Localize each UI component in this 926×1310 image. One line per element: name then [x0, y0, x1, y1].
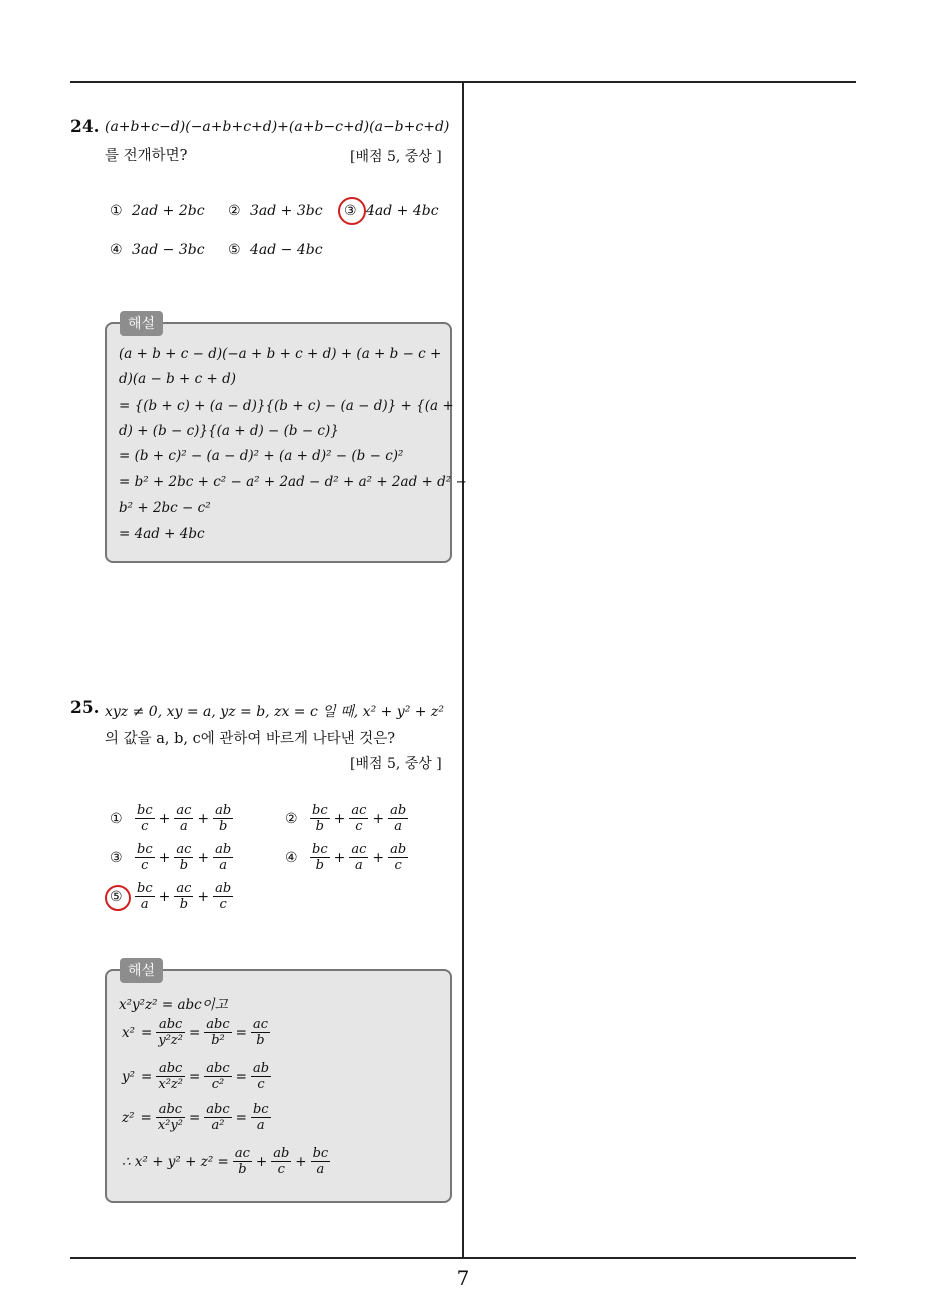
numerator: bc — [312, 842, 328, 857]
denominator: c — [257, 1077, 265, 1092]
numerator: ab — [252, 1061, 270, 1076]
fraction — [156, 1061, 185, 1092]
plus-sign: + — [372, 849, 385, 866]
plus-sign: + — [197, 888, 210, 905]
plus-sign: + — [333, 810, 346, 827]
denominator: c — [141, 858, 149, 873]
option-text: 4ad − 4bc — [250, 242, 323, 258]
fraction — [271, 1146, 291, 1177]
q25-option-2[interactable] — [285, 803, 409, 834]
numerator: abc — [156, 1102, 185, 1118]
numerator: abc — [206, 1102, 230, 1117]
question-24-number: 24. — [70, 117, 100, 137]
q25-option-3[interactable] — [110, 842, 234, 873]
answer-circle-mark — [338, 197, 366, 225]
denominator: b — [179, 858, 189, 873]
denominator: x²y² — [157, 1118, 183, 1133]
fraction — [213, 881, 233, 912]
solution-line: = (b + c)² − (a − d)² + (a + d)² − (b − c)² — [119, 448, 404, 464]
numerator: bc — [312, 1146, 329, 1161]
equals-sign: = — [188, 1024, 201, 1041]
denominator: b — [256, 1033, 265, 1048]
solution-line: = b² + 2bc + c² − a² + 2ad − d² + a² + 2ad + d² − — [119, 474, 467, 490]
numerator: ac — [176, 842, 192, 857]
fraction — [174, 803, 193, 834]
numerator: bc — [312, 803, 328, 818]
equals-sign: = — [235, 1109, 247, 1126]
denominator: b — [218, 819, 228, 834]
option-marker: ⑤ — [110, 888, 123, 905]
denominator: b — [315, 858, 324, 873]
equals-sign: = — [141, 1024, 153, 1041]
denominator: a — [219, 858, 228, 873]
option-marker: ④ — [110, 242, 123, 258]
fraction — [204, 1017, 231, 1048]
option-text: 4ad + 4bc — [366, 203, 439, 219]
plus-sign: + — [158, 810, 171, 827]
conclusion-prefix: ∴ x² + y² + z² = — [122, 1153, 229, 1170]
denominator: b — [179, 897, 189, 912]
numerator: bc — [137, 803, 153, 818]
numerator: ab — [390, 803, 407, 818]
plus-sign: + — [333, 849, 346, 866]
plus-sign: + — [197, 810, 210, 827]
plus-sign: + — [372, 810, 385, 827]
plus-sign: + — [255, 1153, 268, 1170]
q24-option-5[interactable] — [228, 242, 323, 258]
question-24-score: [배점 5, 중상 ] — [350, 149, 442, 165]
q24-option-1[interactable] — [110, 203, 205, 219]
question-24-prompt: 를 전개하면? — [105, 148, 188, 164]
lhs: z² — [122, 1109, 135, 1126]
plus-sign: + — [158, 849, 171, 866]
question-25-prompt: 의 값을 a, b, c에 관하여 바르게 나타낸 것은? — [105, 731, 396, 747]
option-marker: ④ — [285, 849, 298, 866]
equals-sign: = — [188, 1068, 201, 1085]
numerator: abc — [156, 1017, 185, 1033]
solution-row — [119, 1017, 271, 1048]
fraction — [251, 1102, 271, 1133]
fraction — [310, 842, 330, 873]
fraction — [135, 881, 155, 912]
numerator: abc — [206, 1017, 230, 1032]
denominator: a — [140, 897, 149, 912]
numerator: ab — [390, 842, 407, 857]
denominator: a — [256, 1118, 265, 1133]
solution-line: d)(a − b + c + d) — [119, 371, 237, 387]
fraction — [310, 803, 330, 834]
fraction — [311, 1146, 331, 1177]
denominator: c — [141, 819, 149, 834]
fraction — [349, 803, 368, 834]
fraction — [174, 842, 193, 873]
numerator: bc — [252, 1102, 269, 1117]
denominator: a — [354, 858, 363, 873]
denominator: b — [315, 819, 324, 834]
fraction — [135, 803, 155, 834]
option-marker: ③ — [344, 203, 357, 219]
denominator: x²z² — [158, 1077, 183, 1092]
fraction — [388, 803, 408, 834]
numerator: ab — [215, 842, 232, 857]
denominator: c — [355, 819, 363, 834]
solution-line: x²y²z² = abc이고 — [119, 997, 228, 1013]
fraction — [388, 842, 408, 873]
fraction — [174, 881, 193, 912]
numerator: ac — [234, 1146, 250, 1161]
numerator: ac — [176, 881, 192, 896]
solution-row — [119, 1102, 272, 1133]
numerator: bc — [137, 842, 153, 857]
denominator: c — [394, 858, 402, 873]
equals-sign: = — [188, 1109, 201, 1126]
numerator: ac — [252, 1017, 268, 1032]
denominator: y²z² — [158, 1033, 183, 1048]
answer-circle-mark — [105, 885, 131, 911]
option-text: 3ad − 3bc — [132, 242, 205, 258]
solution-row — [119, 1061, 272, 1092]
option-marker: ② — [285, 810, 298, 827]
solution-tag: 해설 — [120, 311, 163, 336]
solution-tag: 해설 — [120, 958, 163, 983]
equals-sign: = — [235, 1068, 247, 1085]
solution-line: d) + (b − c)}{(a + d) − (b − c)} — [119, 423, 339, 439]
question-25-number: 25. — [70, 698, 100, 718]
fraction — [156, 1102, 185, 1133]
denominator: a — [394, 819, 403, 834]
lhs: y² — [122, 1068, 136, 1085]
denominator: a² — [211, 1118, 225, 1133]
fraction — [213, 842, 233, 873]
lhs: x² — [122, 1024, 136, 1041]
option-marker: ③ — [110, 849, 123, 866]
plus-sign: + — [197, 849, 210, 866]
denominator: c — [219, 897, 227, 912]
solution-line: b² + 2bc − c² — [119, 500, 211, 516]
numerator: bc — [137, 881, 153, 896]
option-marker: ① — [110, 810, 123, 827]
fraction — [135, 842, 155, 873]
question-25-score: [배점 5, 중상 ] — [350, 756, 442, 772]
option-text: 3ad + 3bc — [250, 203, 323, 219]
denominator: a — [316, 1162, 325, 1177]
q25-solution-box — [105, 969, 452, 1203]
fraction — [349, 842, 368, 873]
q25-option-4[interactable] — [285, 842, 409, 873]
fraction — [251, 1017, 270, 1048]
column-divider — [462, 82, 464, 1258]
denominator: c — [277, 1162, 285, 1177]
numerator: abc — [206, 1061, 230, 1076]
bottom-rule — [70, 1257, 856, 1259]
equals-sign: = — [235, 1024, 247, 1041]
solution-line: = 4ad + 4bc — [119, 526, 205, 542]
numerator: ac — [351, 803, 367, 818]
option-marker: ① — [110, 203, 123, 219]
page-number: 7 — [456, 1266, 470, 1290]
question-25-condition: xyz ≠ 0, xy = a, yz = b, zx = c 일 때, x² + y² + z² — [105, 704, 444, 720]
denominator: b — [238, 1162, 247, 1177]
fraction — [204, 1061, 231, 1092]
fraction — [204, 1102, 231, 1133]
q24-solution-box — [105, 322, 467, 563]
numerator: ac — [351, 842, 367, 857]
numerator: ac — [176, 803, 192, 818]
fraction — [233, 1146, 252, 1177]
numerator: abc — [156, 1061, 185, 1077]
plus-sign: + — [295, 1153, 307, 1170]
numerator: ab — [215, 803, 232, 818]
equals-sign: = — [141, 1068, 153, 1085]
q24-option-4[interactable] — [110, 242, 205, 258]
option-marker: ⑤ — [228, 242, 241, 258]
equals-sign: = — [140, 1109, 152, 1126]
solution-line: = {(b + c) + (a − d)}{(b + c) − (a − d)} + {(a + — [119, 398, 454, 414]
solution-line: (a + b + c − d)(−a + b + c + d) + (a + b − c + — [119, 346, 442, 362]
option-text: 2ad + 2bc — [132, 203, 205, 219]
fraction — [213, 803, 233, 834]
option-marker: ② — [228, 203, 241, 219]
question-24-expression: (a+b+c−d)(−a+b+c+d)+(a+b−c+d)(a−b+c+d) — [105, 119, 450, 135]
fraction — [251, 1061, 271, 1092]
numerator: ab — [215, 881, 232, 896]
denominator: b² — [211, 1033, 225, 1048]
denominator: c² — [211, 1077, 225, 1092]
solution-conclusion — [119, 1146, 331, 1177]
plus-sign: + — [158, 888, 171, 905]
fraction — [156, 1017, 185, 1048]
q25-option-1[interactable] — [110, 803, 234, 834]
q24-option-2[interactable] — [228, 203, 323, 219]
numerator: ab — [273, 1146, 290, 1161]
denominator: a — [179, 819, 188, 834]
